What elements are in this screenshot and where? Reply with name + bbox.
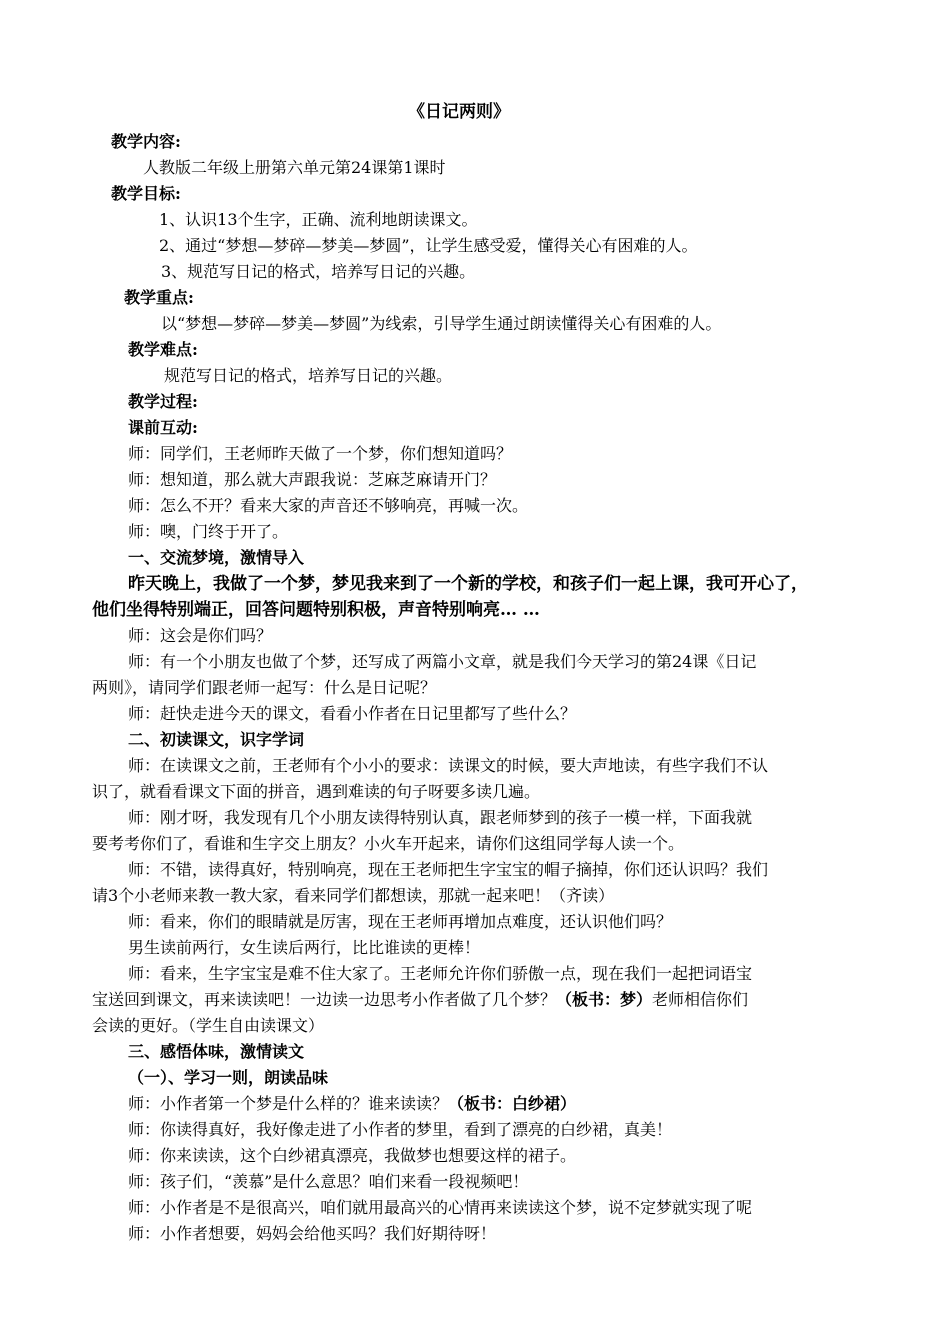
paragraph: 师：小作者是不是很高兴，咱们就用最高兴的心情再来读读这个梦，说不定梦就实现了呢 bbox=[128, 1198, 753, 1217]
paragraph: 师：小作者想要，妈妈会给他买吗？我们好期待呀！ bbox=[128, 1224, 497, 1243]
paragraph: 师：刚才呀，我发现有几个小朋友读得特别认真，跟老师梦到的孩子一模一样，下面我就 bbox=[128, 808, 753, 827]
paragraph-with-board-note bbox=[128, 1093, 576, 1117]
difficult-point-text: 规范写日记的格式，培养写日记的兴趣。 bbox=[164, 366, 453, 385]
paragraph: 师：噢，门终于开了。 bbox=[128, 522, 289, 541]
paragraph: 识了，就看看课文下面的拼音，遇到难读的句子呀要多读几遍。 bbox=[92, 782, 541, 801]
goal-item-2: 2、通过“梦想—梦碎—梦美—梦圆”，让学生感受爱，懂得关心有困难的人。 bbox=[159, 236, 698, 255]
subsection-heading-3-1: （一）、学习一则，朗读品味 bbox=[128, 1068, 329, 1087]
paragraph: 师：有一个小朋友也做了个梦，还写成了两篇小文章，就是我们今天学习的第24课《日记 bbox=[128, 652, 757, 671]
paragraph: 师：同学们，王老师昨天做了一个梦，你们想知道吗？ bbox=[128, 444, 513, 463]
paragraph: 师：看来，生字宝宝是难不住大家了。王老师允许你们骄傲一点，现在我们一起把词语宝 bbox=[128, 964, 753, 983]
paragraph: 师：看来，你们的眼睛就是厉害，现在王老师再增加点难度，还认识他们吗？ bbox=[128, 912, 673, 931]
heading-pre-class: 课前互动: bbox=[128, 418, 198, 437]
paragraph: 师：赶快走进今天的课文，看看小作者在日记里都写了些什么？ bbox=[128, 704, 577, 723]
section-heading-2: 二、初读课文，识字学词 bbox=[128, 730, 305, 749]
bold-paragraph-line-2: 他们坐得特别端正，回答问题特别积极，声音特别响亮… … bbox=[92, 600, 540, 620]
goal-item-1: 1、认识13个生字，正确、流利地朗读课文。 bbox=[159, 210, 478, 229]
bold-paragraph-line-1: 昨天晚上，我做了一个梦，梦见我来到了一个新的学校，和孩子们一起上课，我可开心了， bbox=[128, 574, 808, 594]
paragraph: 两则》，请同学们跟老师一起写：什么是日记呢？ bbox=[92, 678, 437, 697]
heading-difficult-point: 教学难点: bbox=[128, 340, 198, 359]
paragraph: 师：你来读读，这个白纱裙真漂亮，我做梦也想要这样的裙子。 bbox=[128, 1146, 577, 1165]
paragraph: 师：怎么不开？看来大家的声音还不够响亮，再喊一次。 bbox=[128, 496, 529, 515]
board-note: （板书：梦） bbox=[556, 990, 653, 1009]
heading-key-point: 教学重点: bbox=[124, 288, 194, 307]
board-note: （板书：白纱裙） bbox=[448, 1094, 577, 1113]
paragraph: 会读的更好。（学生自由读课文） bbox=[92, 1016, 325, 1035]
paragraph: 师：在读课文之前，王老师有个小小的要求：读课文的时候，要大声地读，有些字我们不认 bbox=[128, 756, 769, 775]
paragraph-text: 老师相信你们 bbox=[652, 990, 749, 1009]
paragraph: 师：这会是你们吗？ bbox=[128, 626, 273, 645]
section-heading-1: 一、交流梦境，激情导入 bbox=[128, 548, 305, 567]
section-heading-3: 三、感悟体味，激情读文 bbox=[128, 1042, 305, 1061]
paragraph: 师：不错，读得真好，特别响亮，现在王老师把生字宝宝的帽子摘掉，你们还认识吗？我们 bbox=[128, 860, 769, 879]
document-title: 《日记两则》 bbox=[408, 102, 510, 122]
paragraph: 师：想知道，那么就大声跟我说：芝麻芝麻请开门？ bbox=[128, 470, 497, 489]
paragraph-with-board-note bbox=[92, 989, 748, 1013]
paragraph-text: 师：小作者第一个梦是什么样的？谁来读读？ bbox=[128, 1094, 449, 1113]
paragraph: 师：你读得真好，我好像走进了小作者的梦里，看到了漂亮的白纱裙，真美！ bbox=[128, 1120, 673, 1139]
goal-item-3: 3、规范写日记的格式，培养写日记的兴趣。 bbox=[161, 262, 476, 281]
paragraph-text: 宝送回到课文，再来读读吧！一边读一边思考小作者做了几个梦？ bbox=[92, 990, 557, 1009]
content-text: 人教版二年级上册第六单元第24课第1课时 bbox=[143, 158, 446, 177]
paragraph: 男生读前两行，女生读后两行，比比谁读的更棒！ bbox=[128, 938, 481, 957]
paragraph: 要考考你们了，看谁和生字交上朋友？小火车开起来，请你们这组同学每人读一个。 bbox=[92, 834, 685, 853]
paragraph: 师：孩子们，“羡慕”是什么意思？咱们来看一段视频吧！ bbox=[128, 1172, 529, 1191]
heading-teaching-content: 教学内容: bbox=[111, 132, 181, 151]
key-point-text: 以“梦想—梦碎—梦美—梦圆”为线索，引导学生通过朗读懂得关心有困难的人。 bbox=[161, 314, 722, 333]
paragraph: 请3个小老师来教一教大家，看来同学们都想读，那就一起来吧！（齐读） bbox=[92, 886, 615, 905]
heading-teaching-goals: 教学目标: bbox=[111, 184, 181, 203]
heading-teaching-process: 教学过程: bbox=[128, 392, 198, 411]
